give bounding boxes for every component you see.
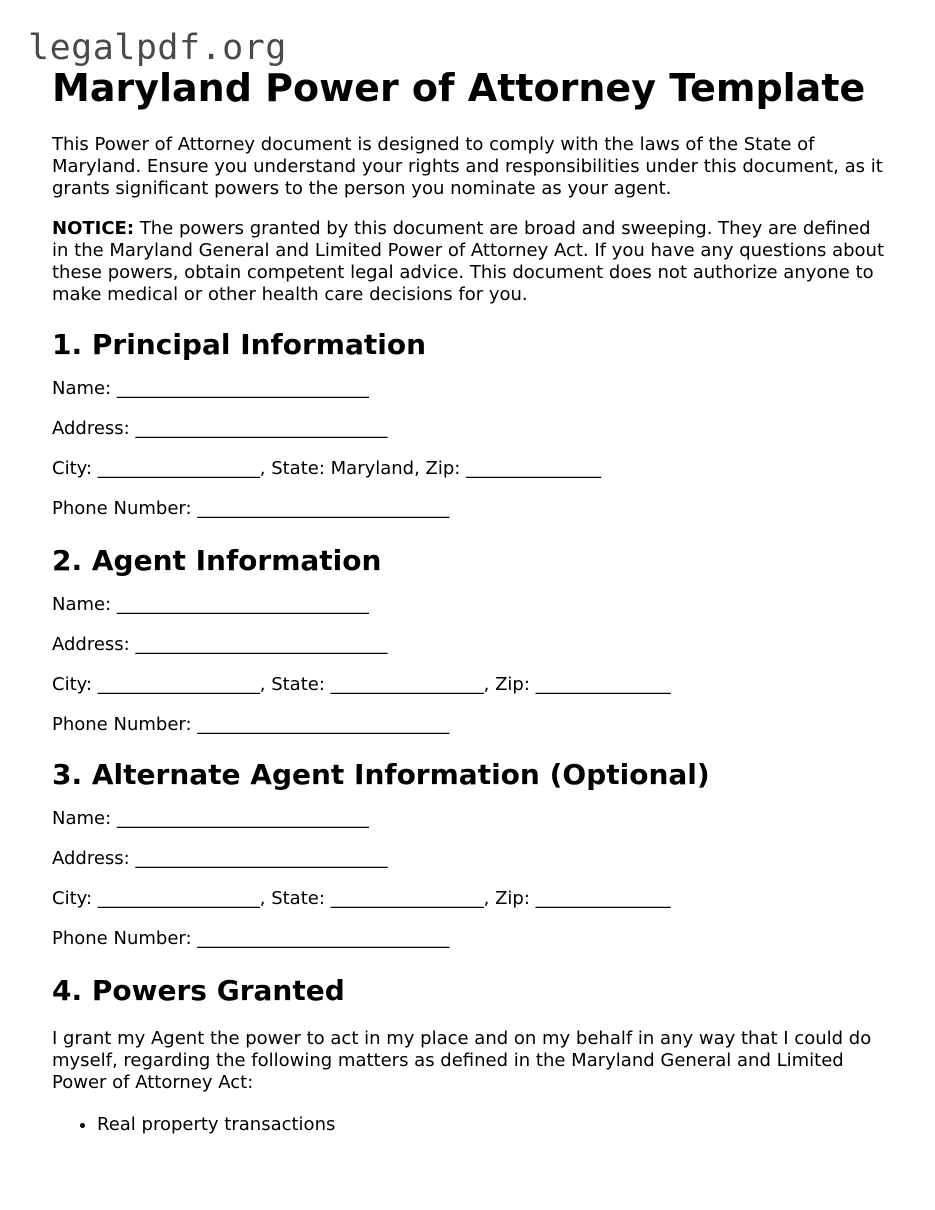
alternate-address-field[interactable]: Address: ____________________________ — [52, 848, 388, 869]
principal-phone-field[interactable]: Phone Number: ____________________________ — [52, 498, 450, 519]
principal-name-field[interactable]: Name: ____________________________ — [52, 378, 369, 399]
agent-phone-field[interactable]: Phone Number: ____________________________ — [52, 714, 450, 735]
alternate-name-field[interactable]: Name: ____________________________ — [52, 808, 369, 829]
notice-text: The powers granted by this document are broad and sweeping. They are defined in the Maryland General and Limited Power of Attorney Act. If you have any questions about these powers, obtain competent legal advice. This document does not authorize anyone to make medical or other health care decisions for you. — [52, 218, 885, 305]
intro-paragraph: This Power of Attorney document is designed to comply with the laws of the State of Maryland. Ensure you understand your rights and responsibilities under this document, as it grants significant powers to the person you nominate as your agent. — [52, 134, 883, 199]
section-heading-powers: 4. Powers Granted — [52, 974, 345, 1007]
section-heading-principal: 1. Principal Information — [52, 328, 427, 361]
list-item: • Real property transactions — [97, 1114, 892, 1136]
notice-label: NOTICE: — [52, 218, 135, 239]
powers-list — [52, 1114, 892, 1136]
principal-address-field[interactable]: Address: ____________________________ — [52, 418, 388, 439]
watermark: legalpdf.org — [28, 28, 287, 68]
document-page — [52, 62, 892, 1136]
section-heading-alternate-agent: 3. Alternate Agent Information (Optional) — [52, 758, 710, 791]
powers-intro-paragraph: I grant my Agent the power to act in my place and on my behalf in any way that I could do myself, regarding the following matters as defined in the Maryland General and Limited Power of Attorney Act: — [52, 1028, 872, 1093]
agent-address-field[interactable]: Address: ____________________________ — [52, 634, 388, 655]
page-title: Maryland Power of Attorney Template — [52, 66, 866, 110]
alternate-city-state-zip-field[interactable]: City: __________________, State: _________________, Zip: _______________ — [52, 888, 671, 909]
alternate-phone-field[interactable]: Phone Number: ____________________________ — [52, 928, 450, 949]
principal-city-state-zip-field[interactable]: City: __________________, State: Maryland, Zip: _______________ — [52, 458, 602, 479]
agent-city-state-zip-field[interactable]: City: __________________, State: _________________, Zip: _______________ — [52, 674, 671, 695]
section-heading-agent: 2. Agent Information — [52, 544, 382, 577]
agent-name-field[interactable]: Name: ____________________________ — [52, 594, 369, 615]
notice-paragraph — [52, 218, 892, 306]
